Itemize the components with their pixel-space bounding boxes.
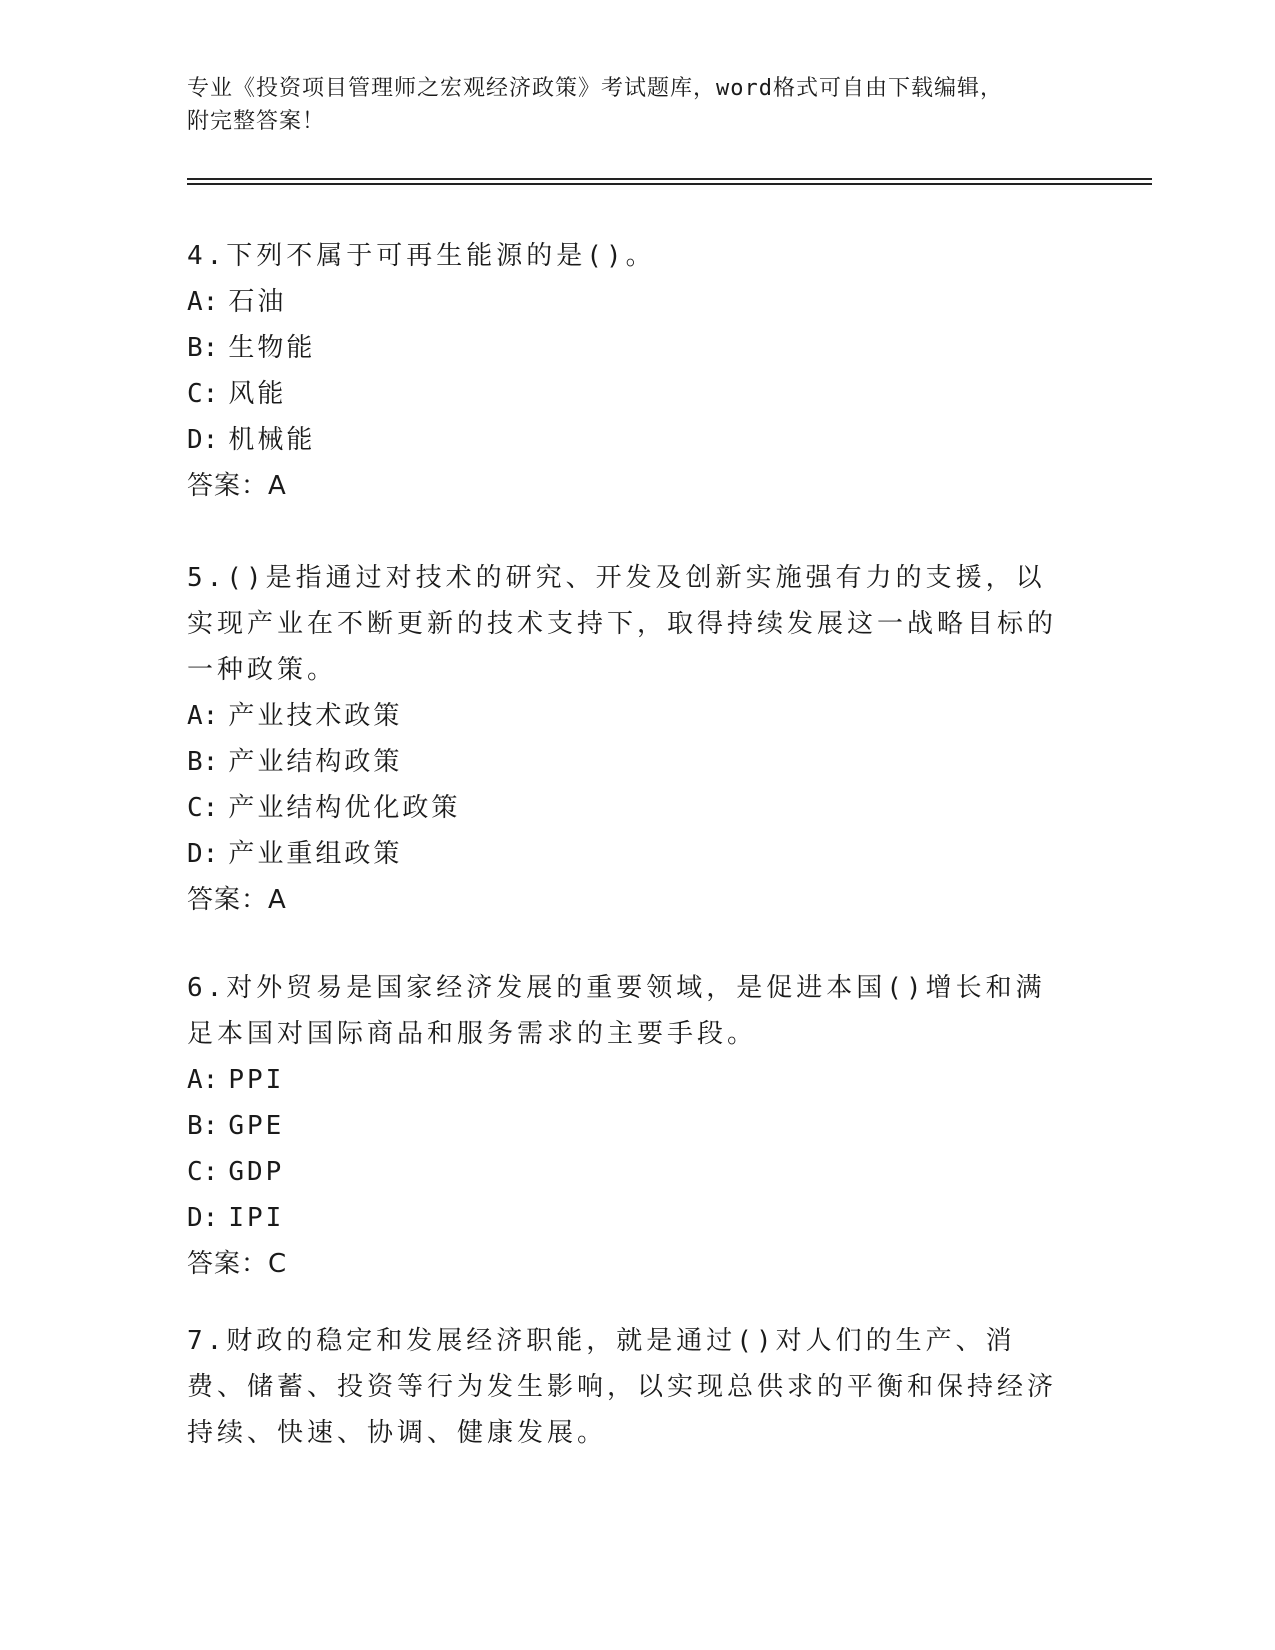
- option-letter: A:: [187, 701, 219, 731]
- option-d: [187, 1195, 1067, 1241]
- option-text: 风能: [228, 379, 287, 409]
- option-a: [187, 1057, 1067, 1103]
- header-divider-bottom: [187, 183, 1152, 185]
- option-text: PPI: [228, 1065, 285, 1095]
- header-line-1: 专业《投资项目管理师之宏观经济政策》考试题库，word格式可自由下载编辑，: [187, 76, 1003, 101]
- option-text: IPI: [228, 1203, 285, 1233]
- answer-line: 答案：A: [187, 885, 287, 915]
- header-line-2: 附完整答案！: [187, 109, 326, 134]
- option-letter: C:: [187, 379, 219, 409]
- question-5: [187, 555, 1067, 923]
- option-letter: B:: [187, 333, 219, 363]
- option-letter: D:: [187, 1203, 219, 1233]
- question-4: [187, 233, 1067, 509]
- option-letter: A:: [187, 287, 219, 317]
- option-a: [187, 279, 1067, 325]
- option-text: GDP: [228, 1157, 285, 1187]
- option-letter: B:: [187, 1111, 219, 1141]
- option-letter: C:: [187, 793, 219, 823]
- option-c: [187, 785, 1067, 831]
- question-7: [187, 1318, 1067, 1456]
- option-text: 产业结构优化政策: [228, 793, 461, 823]
- option-letter: C:: [187, 1157, 219, 1187]
- document-header: [187, 72, 1087, 138]
- option-text: GPE: [228, 1111, 285, 1141]
- option-b: [187, 739, 1067, 785]
- option-letter: B:: [187, 747, 219, 777]
- option-d: [187, 831, 1067, 877]
- option-text: 机械能: [228, 425, 316, 455]
- option-b: [187, 1103, 1067, 1149]
- option-letter: D:: [187, 425, 219, 455]
- option-b: [187, 325, 1067, 371]
- option-c: [187, 1149, 1067, 1195]
- question-6: [187, 965, 1067, 1287]
- option-d: [187, 417, 1067, 463]
- option-text: 产业重组政策: [228, 839, 403, 869]
- option-c: [187, 371, 1067, 417]
- question-stem: 7.财政的稳定和发展经济职能，就是通过()对人们的生产、消费、储蓄、投资等行为发生影响，以实现总供求的平衡和保持经济持续、快速、协调、健康发展。: [187, 1326, 1058, 1448]
- option-text: 产业结构政策: [228, 747, 403, 777]
- option-text: 石油: [228, 287, 287, 317]
- question-stem: 4.下列不属于可再生能源的是()。: [187, 241, 656, 271]
- answer-line: 答案：A: [187, 471, 287, 501]
- option-letter: A:: [187, 1065, 219, 1095]
- option-a: [187, 693, 1067, 739]
- option-text: 产业技术政策: [228, 701, 403, 731]
- header-divider-top: [187, 178, 1152, 180]
- answer-line: 答案：C: [187, 1249, 288, 1279]
- question-stem: 5.()是指通过对技术的研究、开发及创新实施强有力的支援，以实现产业在不断更新的技术支持下，取得持续发展这一战略目标的一种政策。: [187, 563, 1058, 685]
- question-stem: 6.对外贸易是国家经济发展的重要领域，是促进本国()增长和满足本国对国际商品和服务需求的主要手段。: [187, 973, 1046, 1049]
- option-letter: D:: [187, 839, 219, 869]
- option-text: 生物能: [228, 333, 316, 363]
